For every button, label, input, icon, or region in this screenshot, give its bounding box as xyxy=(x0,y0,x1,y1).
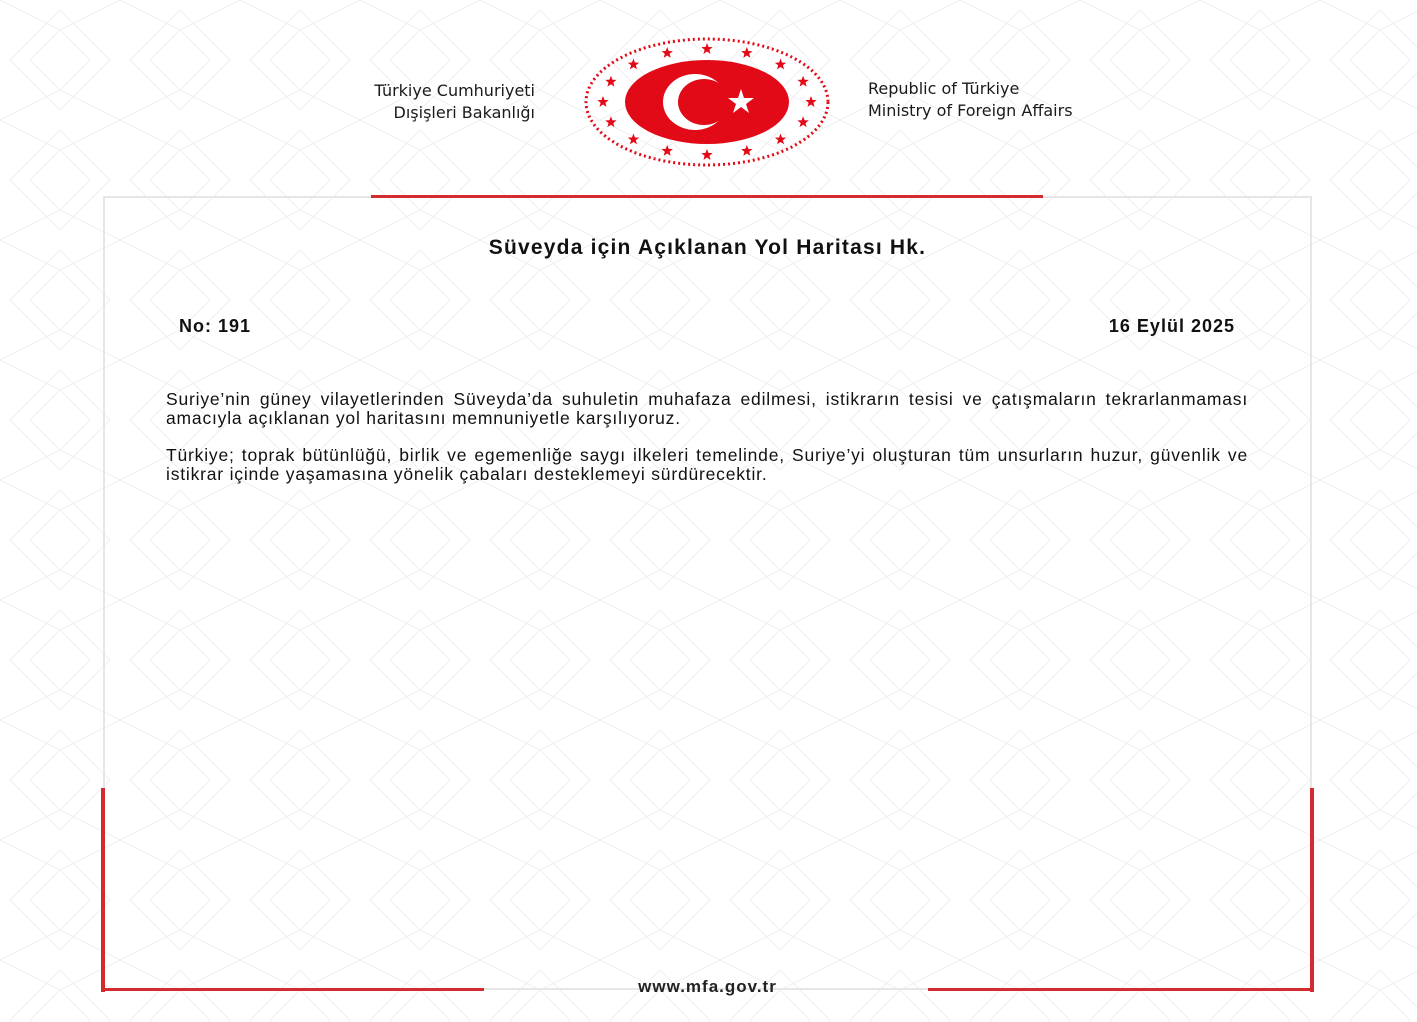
seal-star-icon xyxy=(741,47,752,58)
seal-star-icon xyxy=(597,96,608,107)
paragraph: Türkiye; toprak bütünlüğü, birlik ve egemenliğe saygı ilkeleri temelinde, Suriye’yi oluşturan tüm unsurların huzur, güvenlik ve istikrar içinde yaşamasına yönelik çabaları desteklemeyi sürdürecektir. xyxy=(166,445,1248,484)
header-right-line1: Republic of Türkiye xyxy=(868,79,1020,98)
seal-star-icon xyxy=(662,145,673,156)
seal-star-icon xyxy=(662,47,673,58)
seal-star-icon xyxy=(775,59,786,70)
document-title: Süveyda için Açıklanan Yol Haritası Hk. xyxy=(488,236,927,259)
seal-star-icon xyxy=(628,134,639,145)
right-accent-line xyxy=(1310,788,1314,992)
top-accent-line xyxy=(371,195,1043,198)
seal-star-icon xyxy=(805,96,816,107)
document-body xyxy=(166,390,1248,502)
left-accent-line xyxy=(101,788,105,992)
ministry-seal-icon xyxy=(583,37,831,167)
ministry-name-english xyxy=(868,78,1073,122)
paragraph: Suriye’nin güney vilayetlerinden Süveyda’da suhuletin muhafaza edilmesi, istikrarın tesisi ve çatışmaların tekrarlanmaması amacıyla açıklanan yol haritasını memnuniyetle karşılıyoruz. xyxy=(166,389,1248,428)
seal-star-icon xyxy=(775,134,786,145)
seal-star-icon xyxy=(628,59,639,70)
header-right-line2: Ministry of Foreign Affairs xyxy=(868,101,1073,120)
seal-star-icon xyxy=(741,145,752,156)
seal-star-icon xyxy=(797,116,808,127)
seal-star-icon xyxy=(605,76,616,87)
footer-website-link[interactable]: www.mfa.gov.tr xyxy=(638,977,777,996)
ministry-name-turkish xyxy=(374,80,535,124)
header-left-line1: Türkiye Cumhuriyeti xyxy=(374,81,535,100)
seal-star-icon xyxy=(797,76,808,87)
seal-star-icon xyxy=(605,116,616,127)
seal-star-icon xyxy=(701,43,712,54)
seal-star-icon xyxy=(701,149,712,160)
document-number: No: 191 xyxy=(179,316,252,336)
header-left-line2: Dışişleri Bakanlığı xyxy=(393,103,535,122)
document-date: 16 Eylül 2025 xyxy=(1108,316,1235,336)
